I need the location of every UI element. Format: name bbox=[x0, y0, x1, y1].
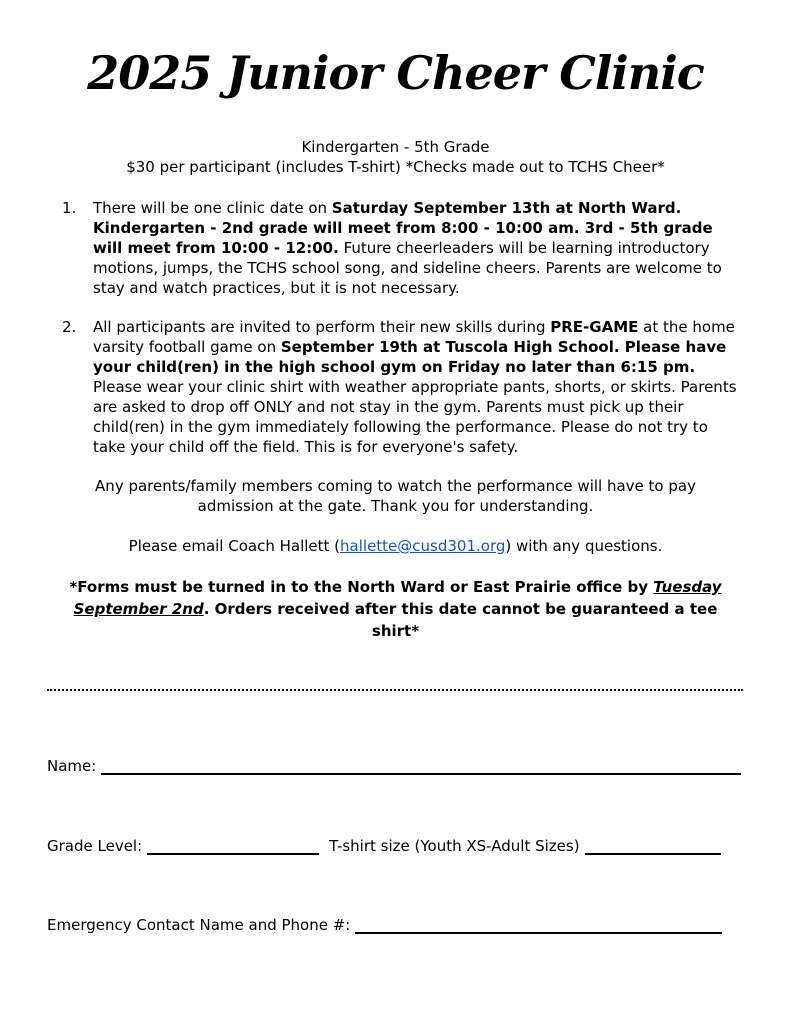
price-line: $30 per participant (includes T-shirt) *Checks made out to TCHS Cheer* bbox=[126, 158, 665, 176]
emergency-field-row bbox=[47, 916, 722, 934]
info-list bbox=[62, 198, 742, 298]
admission-note: Any parents/family members coming to watch the performance will have to pay admission at the gate. Thank you for understanding. bbox=[95, 477, 696, 515]
grade-blank[interactable] bbox=[147, 839, 319, 855]
shirt-size-blank[interactable] bbox=[585, 839, 721, 855]
cut-line-divider bbox=[47, 689, 743, 691]
emergency-contact-blank[interactable] bbox=[355, 918, 722, 934]
name-blank[interactable] bbox=[101, 759, 741, 775]
email-link[interactable]: hallette@cusd301.org bbox=[340, 537, 506, 555]
grade-label: Grade Level: bbox=[47, 837, 143, 855]
list-number: 1. bbox=[62, 199, 77, 217]
list-number: 2. bbox=[62, 318, 77, 336]
grade-shirt-row bbox=[47, 837, 721, 855]
name-field-row bbox=[47, 757, 741, 775]
grade-range: Kindergarten - 5th Grade bbox=[301, 138, 490, 156]
list-text: All participants are invited to perform their new skills during PRE-GAME at the home varsity football game on September 19th at Tuscola High School. Please have your child(ren) in the high school gym on Friday no later than 6:15 pm. Please wear your clinic shirt with weather appropriate pants, shorts, or skirts. Parents are asked to drop off ONLY and not stay in the gym. Parents must pick up their child(ren) in the gym immediately following the performance. Please do not try to take your child off the field. This is for everyone's safety. bbox=[93, 318, 737, 456]
list-text: There will be one clinic date on Saturday September 13th at North Ward. Kindergarten - 2nd grade will meet from 8:00 - 10:00 am. 3rd - 5th grade will meet from 10:00 - 12:00. Future cheerleaders will be learning introductory motions, jumps, the TCHS school song, and sideline cheers. Parents are welcome to stay and watch practices, but it is not necessary. bbox=[93, 199, 722, 297]
contact-line: Please email Coach Hallett (hallette@cusd301.org) with any questions. bbox=[128, 537, 663, 555]
list-item bbox=[62, 198, 742, 298]
info-list-2 bbox=[62, 317, 742, 457]
deadline-date: Tuesday September 2nd bbox=[73, 578, 722, 618]
emergency-contact-label: Emergency Contact Name and Phone #: bbox=[47, 916, 351, 934]
list-item bbox=[62, 317, 742, 457]
shirt-size-label: T-shirt size (Youth XS-Adult Sizes) bbox=[329, 837, 580, 855]
name-label: Name: bbox=[47, 757, 97, 775]
page-title: 2025 Junior Cheer Clinic bbox=[87, 46, 704, 100]
forms-deadline-note: *Forms must be turned in to the North Ward or East Prairie office by Tuesday September 2nd. Orders received after this date cannot be guaranteed a tee shirt* bbox=[69, 578, 722, 640]
